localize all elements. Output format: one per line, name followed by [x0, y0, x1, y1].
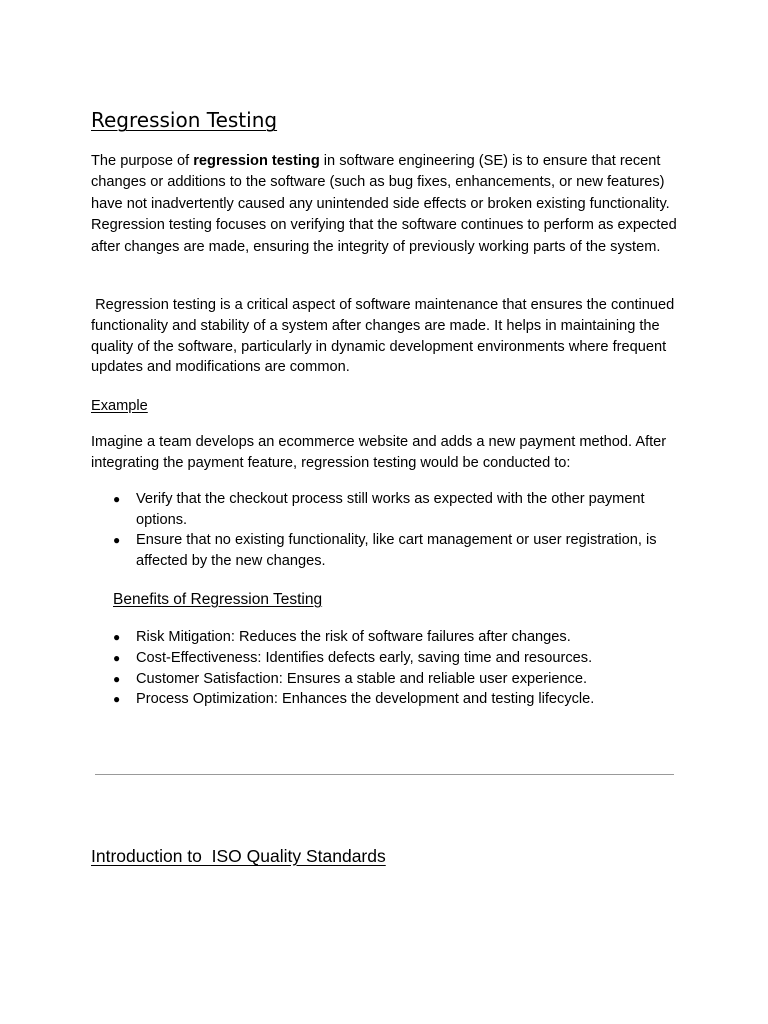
- intro-text-start: The purpose of: [91, 153, 194, 169]
- list-item-text: Ensure that no existing functionality, like cart management or user registration, is affected by the new changes.: [136, 532, 657, 569]
- benefits-heading: Benefits of Regression Testing: [113, 591, 323, 608]
- list-item: [113, 530, 683, 571]
- list-item-text: Verify that the checkout process still works as expected with the other payment options.: [136, 491, 645, 528]
- bullet-icon: ●: [113, 533, 121, 548]
- horizontal-divider: [95, 774, 674, 775]
- iso-section-heading: Introduction to ISO Quality Standards: [91, 846, 386, 866]
- intro-text-rest: in software engineering (SE) is to ensure that recent changes or additions to the software (such as bug fixes, enhancements, or new features) have not inadvertently caused any unintended side effects or broken existing functionality. Regression testing focuses on verifying that the software continues to perform as expected after changes are made, ensuring the integrity of previously working parts of the system.: [91, 153, 677, 255]
- list-item-text: Process Optimization: Enhances the development and testing lifecycle.: [136, 691, 595, 708]
- intro-bold-term: regression testing: [193, 153, 320, 169]
- list-item: [113, 669, 683, 690]
- list-item: [113, 689, 683, 710]
- intro-paragraph: [91, 151, 681, 258]
- page-title: Regression Testing: [91, 108, 278, 132]
- example-bullet-list: [113, 489, 683, 571]
- list-item-text: Cost-Effectiveness: Identifies defects early, saving time and resources.: [136, 649, 593, 666]
- example-paragraph: Imagine a team develops an ecommerce website and adds a new payment method. After integrating the payment feature, regression testing would be conducted to:: [91, 434, 667, 472]
- bullet-icon: ●: [113, 692, 121, 707]
- benefits-bullet-list: [113, 627, 683, 710]
- bullet-icon: ●: [113, 630, 121, 644]
- bullet-icon: ●: [113, 671, 121, 686]
- maintenance-paragraph: Regression testing is a critical aspect of software maintenance that ensures the continued functionality and stability of a system after changes are made. It helps in maintaining the quality of the software, particularly in dynamic development environments where frequent updates and modifications are common.: [91, 297, 679, 376]
- list-item: [113, 648, 683, 669]
- example-heading: Example: [91, 398, 148, 414]
- list-item-text: Customer Satisfaction: Ensures a stable and reliable user experience.: [136, 670, 588, 687]
- bullet-icon: ●: [113, 650, 121, 665]
- list-item: [113, 489, 683, 530]
- list-item-text: Risk Mitigation: Reduces the risk of software failures after changes.: [136, 629, 571, 645]
- list-item: [113, 627, 683, 648]
- bullet-icon: ●: [113, 492, 121, 506]
